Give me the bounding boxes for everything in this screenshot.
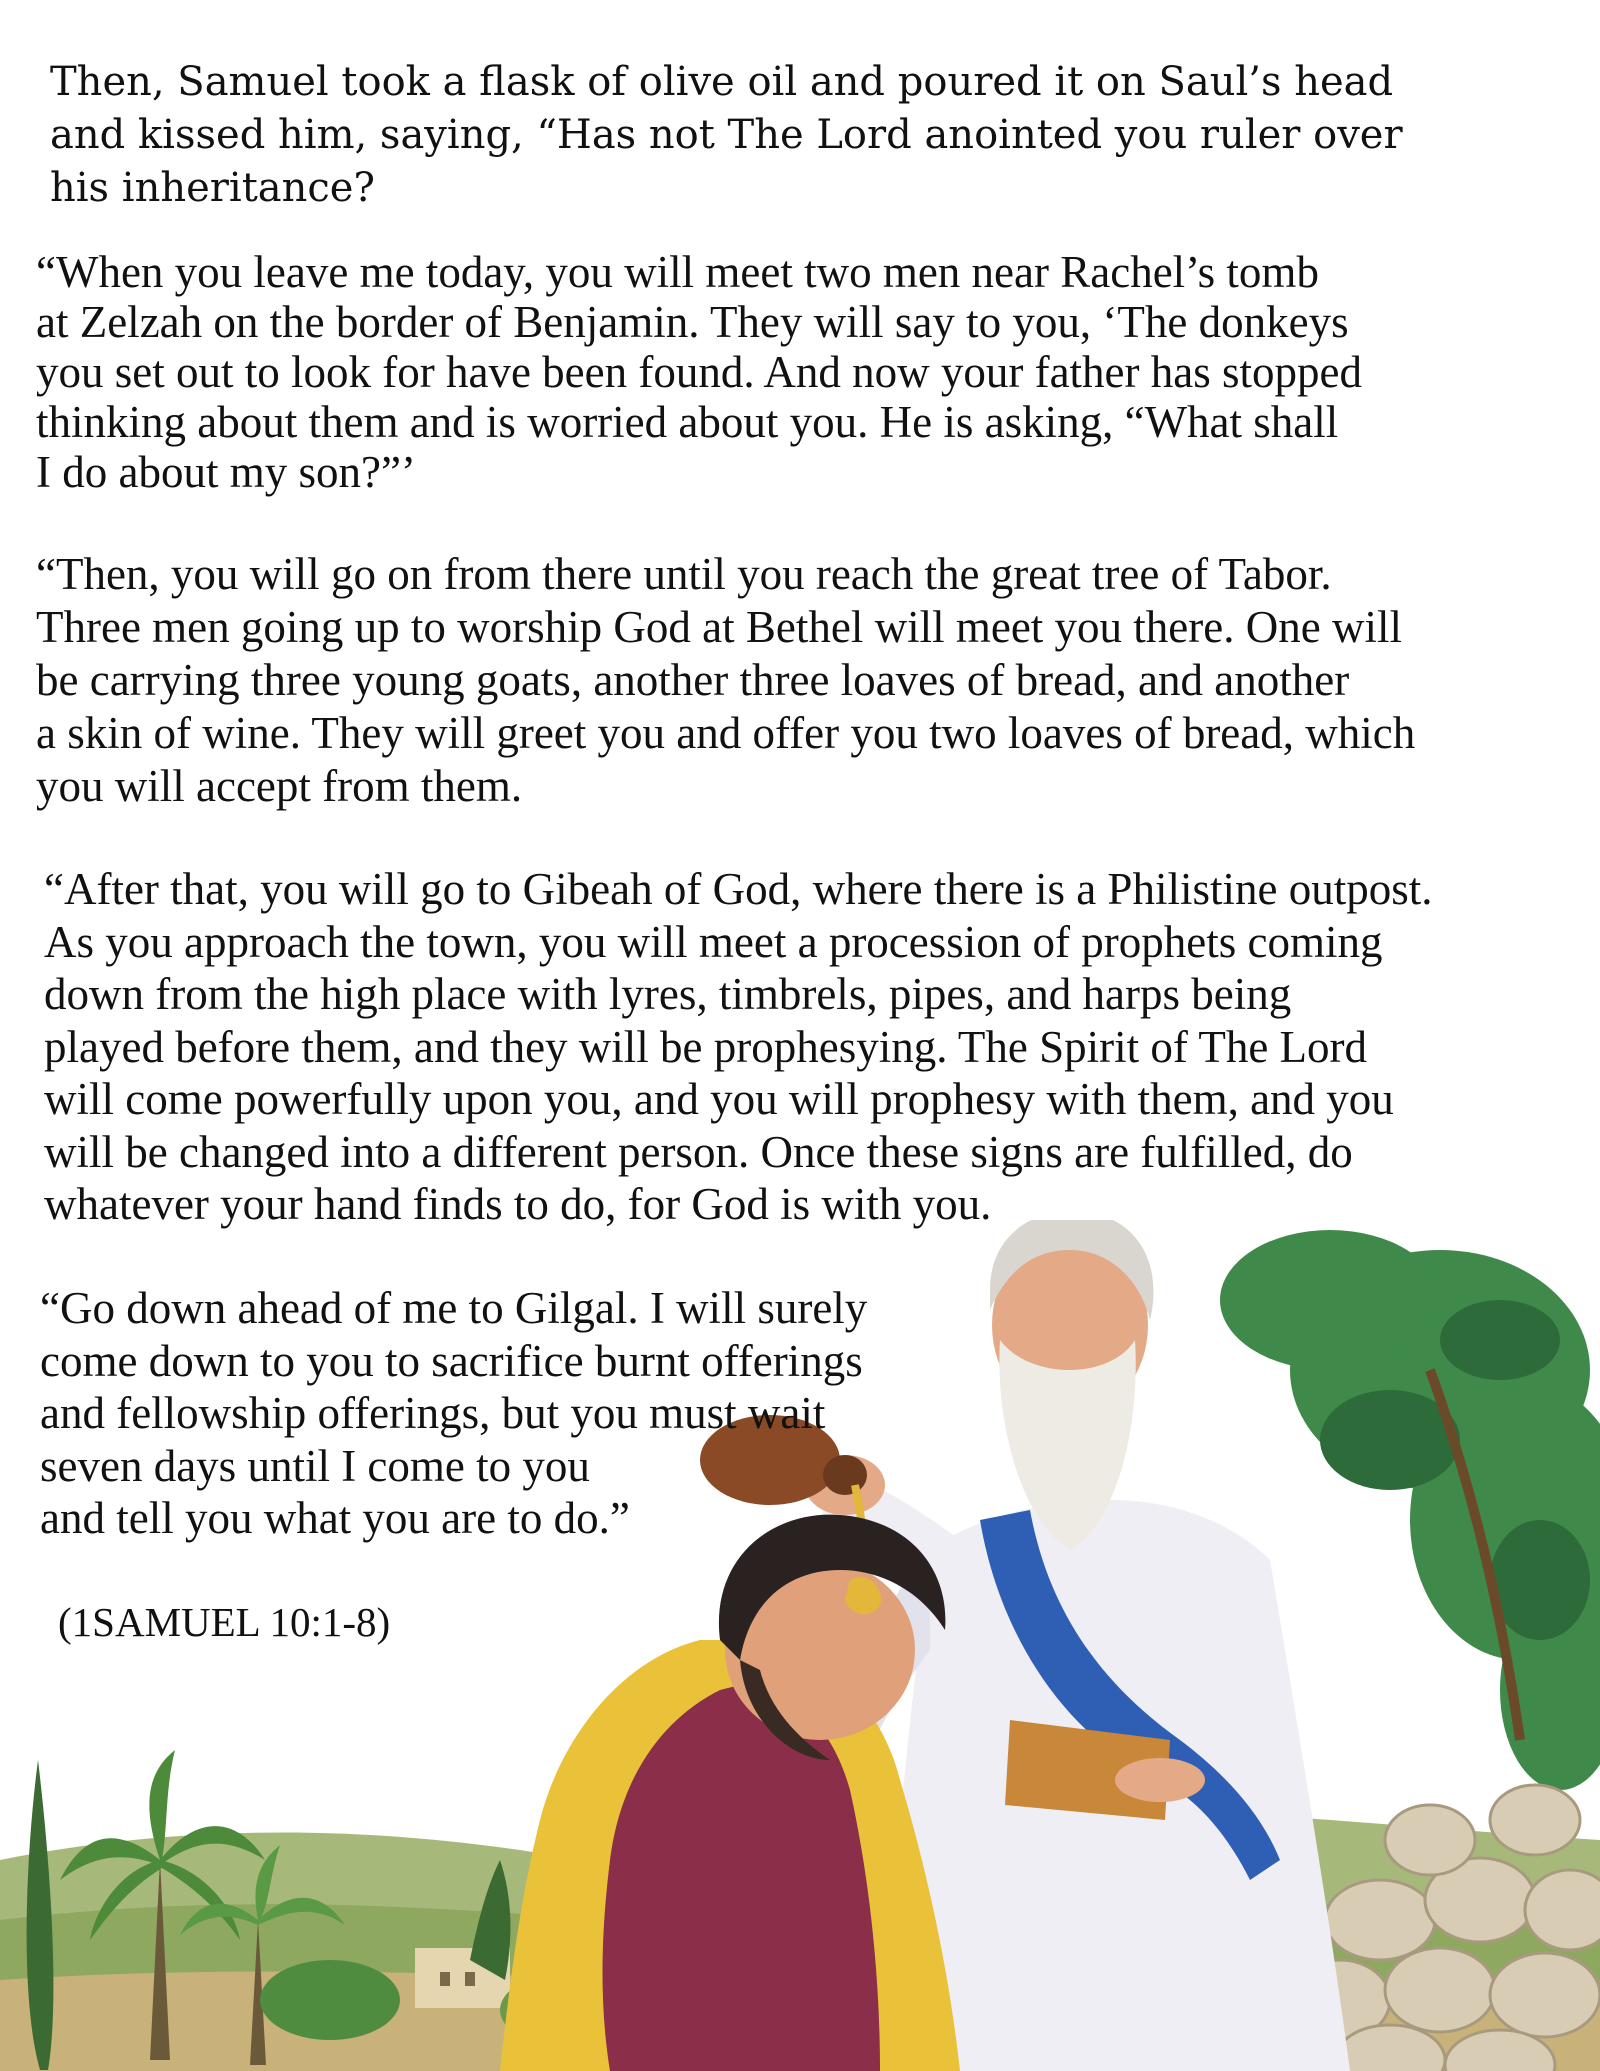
paragraph-gibeah: “After that, you will go to Gibeah of God, where there is a Philistine outpost. As you approach the town, you will meet a procession of prophets coming down from the high place with lyres, timbrels, pipes, and harps being played before them, and they will be prophesying. The Spirit of The Lord will come powerfully upon you, and you will prophesy with them, and you will be changed into a different person. Once these signs are fulfilled, do whatever your hand finds to do, for God is with you.	[44, 864, 1433, 1229]
paragraph-rachels-tomb: “When you leave me today, you will meet two men near Rachel’s tomb at Zelzah on the border of Benjamin. They will say to you, ‘The donkeys you set out to look for have been found. And now your father has stopped thinking about them and is worried about you. He is asking, “What shall I do about my son?”’	[36, 247, 1362, 497]
paragraph-anointing: Then, Samuel took a flask of olive oil and poured it on Saul’s head and kissed him, saying, “Has not The Lord anointed you ruler over his inheritance?	[50, 59, 1403, 211]
scripture-reference: (1SAMUEL 10:1-8)	[58, 1599, 391, 1645]
paragraph-gilgal: “Go down ahead of me to Gilgal. I will surely come down to you to sacrifice burnt offerings and fellowship offerings, but you must wait seven days until I come to you and tell you what you are to do.”	[40, 1283, 868, 1543]
paragraph-tree-of-tabor: “Then, you will go on from there until you reach the great tree of Tabor. Three men going up to worship God at Bethel will meet you there. One will be carrying three young goats, another three loaves of bread, and another a skin of wine. They will greet you and offer you two loaves of bread, which you will accept from them.	[36, 549, 1416, 811]
